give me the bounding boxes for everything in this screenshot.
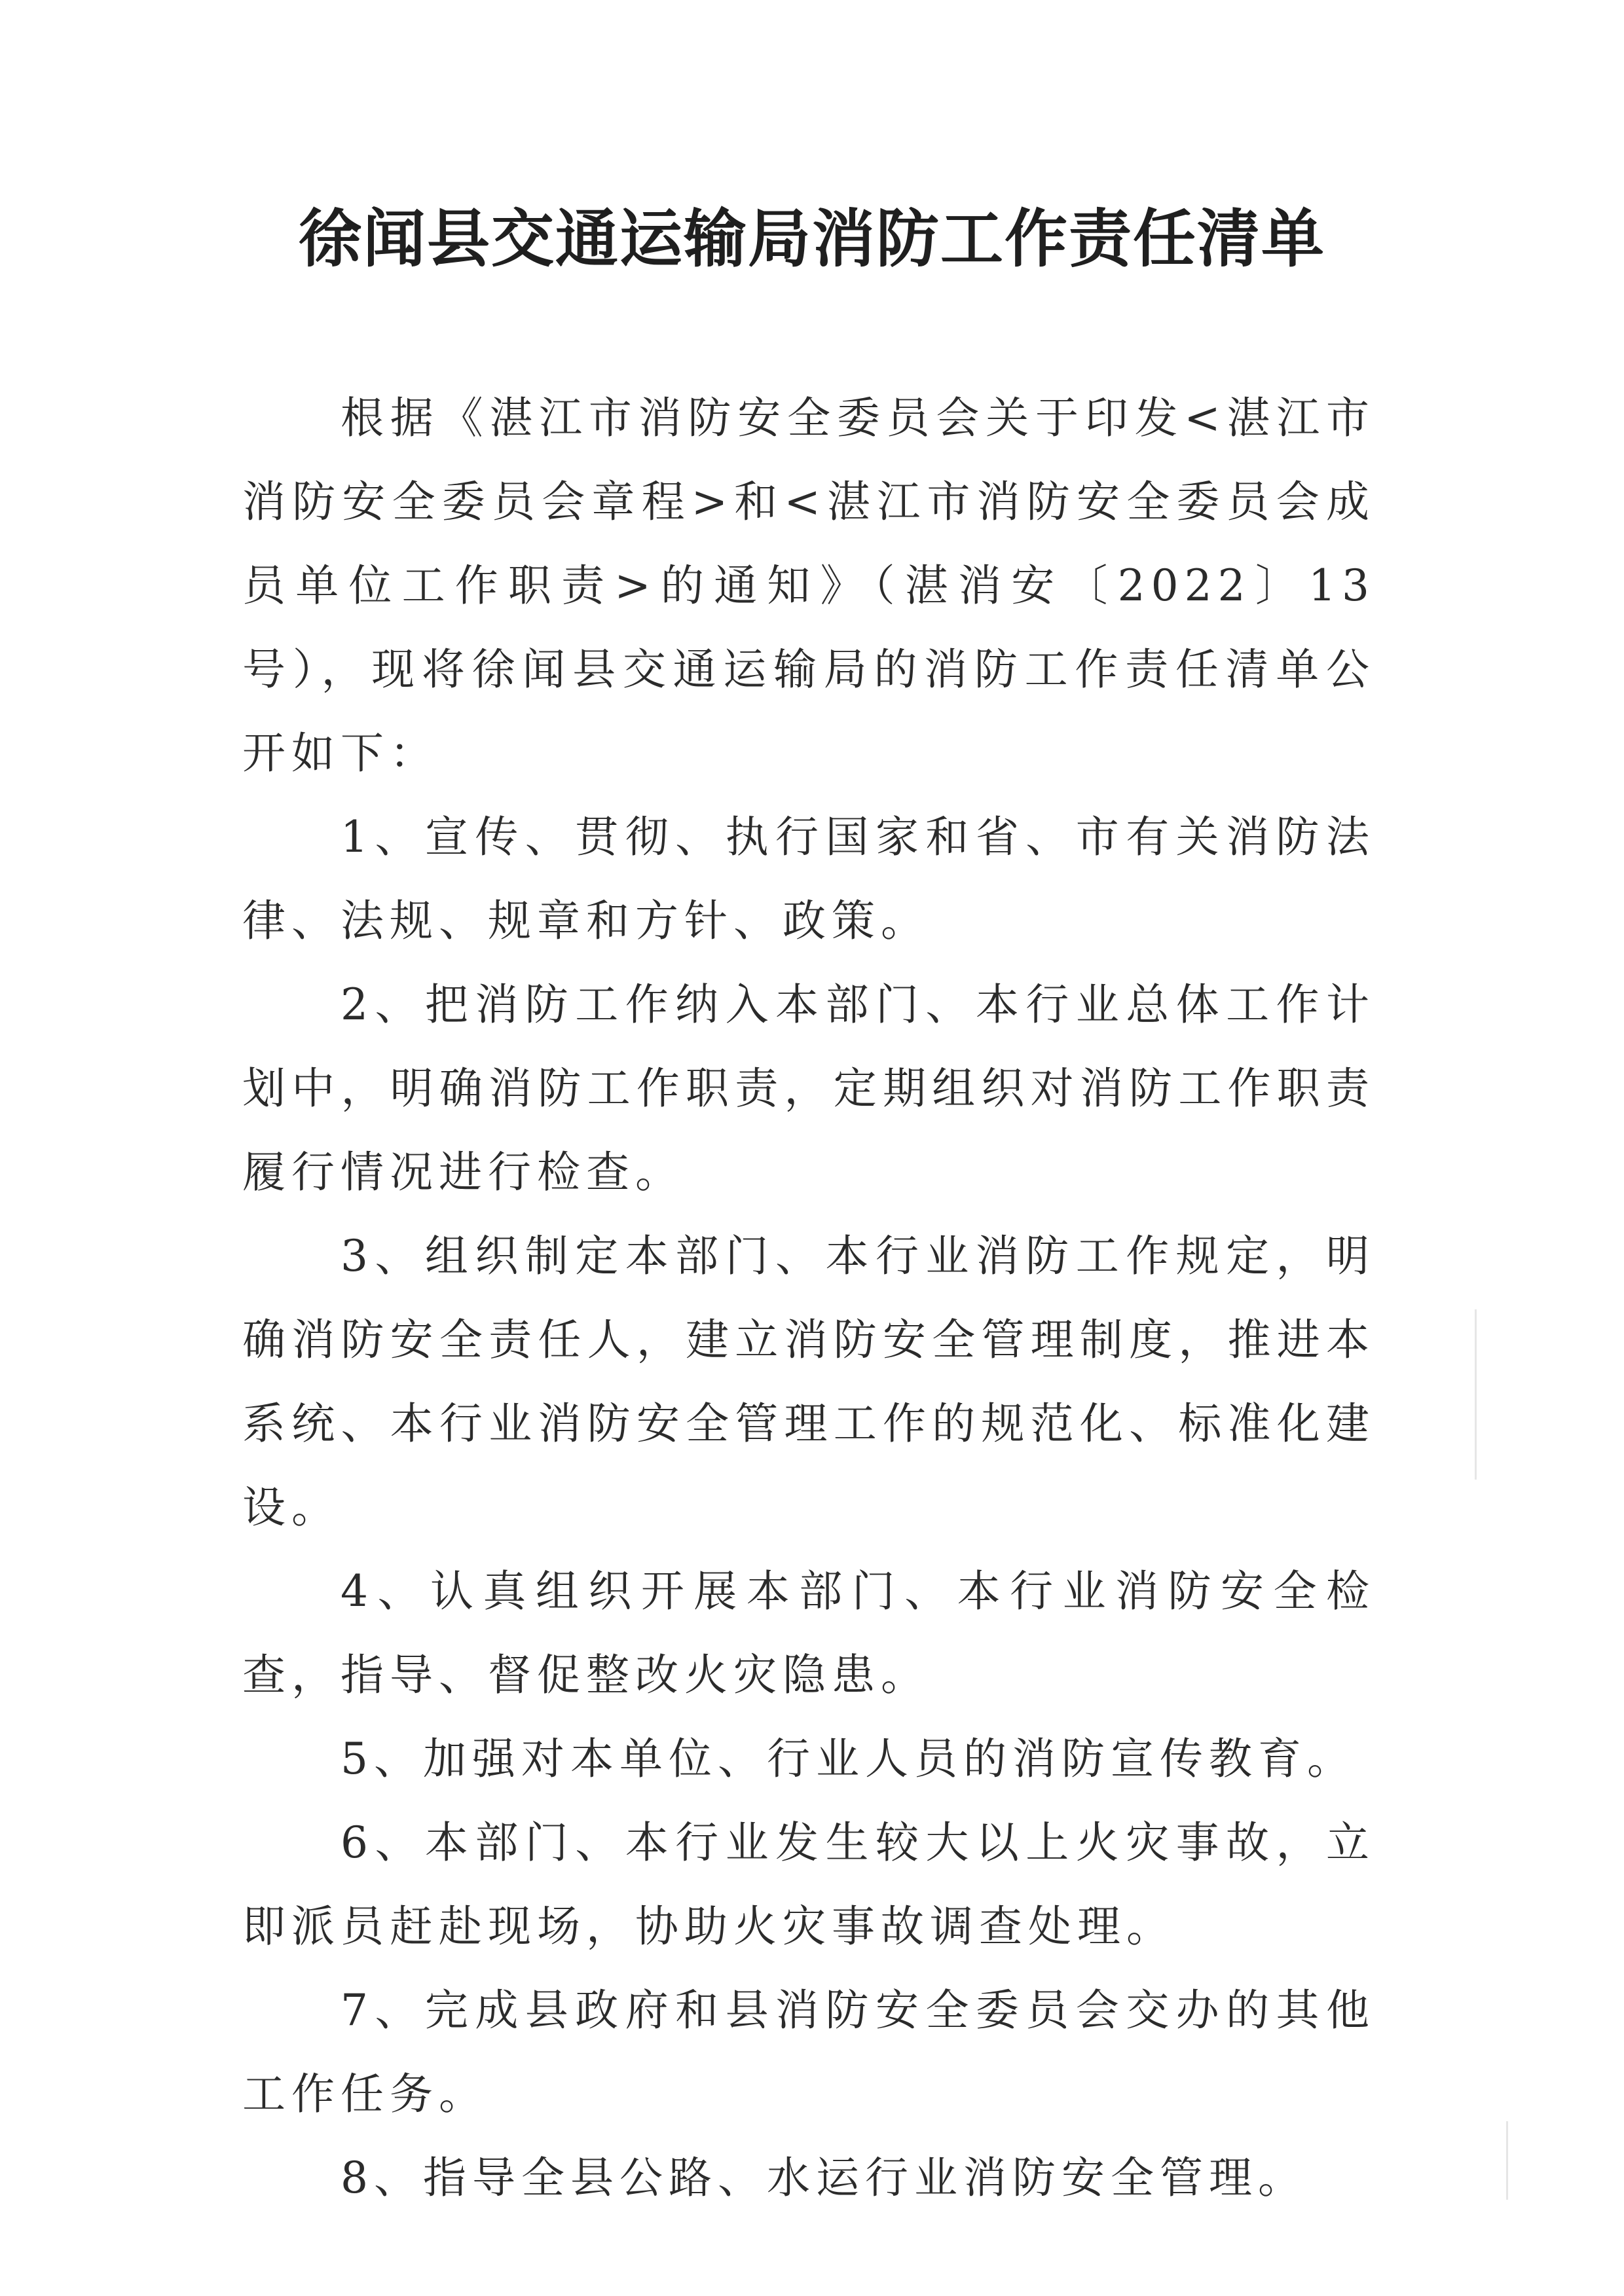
list-item: 4、认真组织开展本部门、本行业消防安全检查，指导、督促整改火灾隐患。	[242, 1566, 1375, 1700]
document-body	[242, 376, 1375, 2220]
scan-edge-mark	[1506, 2121, 1508, 2200]
intro-paragraph: 根据《湛江市消防安全委员会关于印发<湛江市消防安全委员会章程>和<湛江市消防安全委员会成员单位工作职责>的通知》（湛消安〔2022〕13号），现将徐闻县交通运输局的消防工作责任清单公开如下：	[242, 393, 1375, 778]
list-item: 3、组织制定本部门、本行业消防工作规定，明确消防安全责任人，建立消防安全管理制度，推进本系统、本行业消防安全管理工作的规范化、标准化建设。	[242, 1231, 1375, 1533]
list-item: 2、把消防工作纳入本部门、本行业总体工作计划中，明确消防工作职责，定期组织对消防工作职责履行情况进行检查。	[242, 979, 1375, 1197]
list-item: 1、宣传、贯彻、执行国家和省、市有关消防法律、法规、规章和方针、政策。	[242, 812, 1375, 946]
list-item: 6、本部门、本行业发生较大以上火灾事故，立即派员赶赴现场，协助火灾事故调查处理。	[242, 1817, 1375, 1952]
document-title: 徐闻县交通运输局消防工作责任清单	[299, 202, 1325, 276]
list-item: 8、指导全县公路、水运行业消防安全管理。	[341, 2153, 1307, 2203]
scan-edge-mark	[1475, 1309, 1477, 1480]
list-item: 5、加强对本单位、行业人员的消防宣传教育。	[341, 1734, 1356, 1784]
list-item: 7、完成县政府和县消防安全委员会交办的其他工作任务。	[242, 1985, 1375, 2119]
